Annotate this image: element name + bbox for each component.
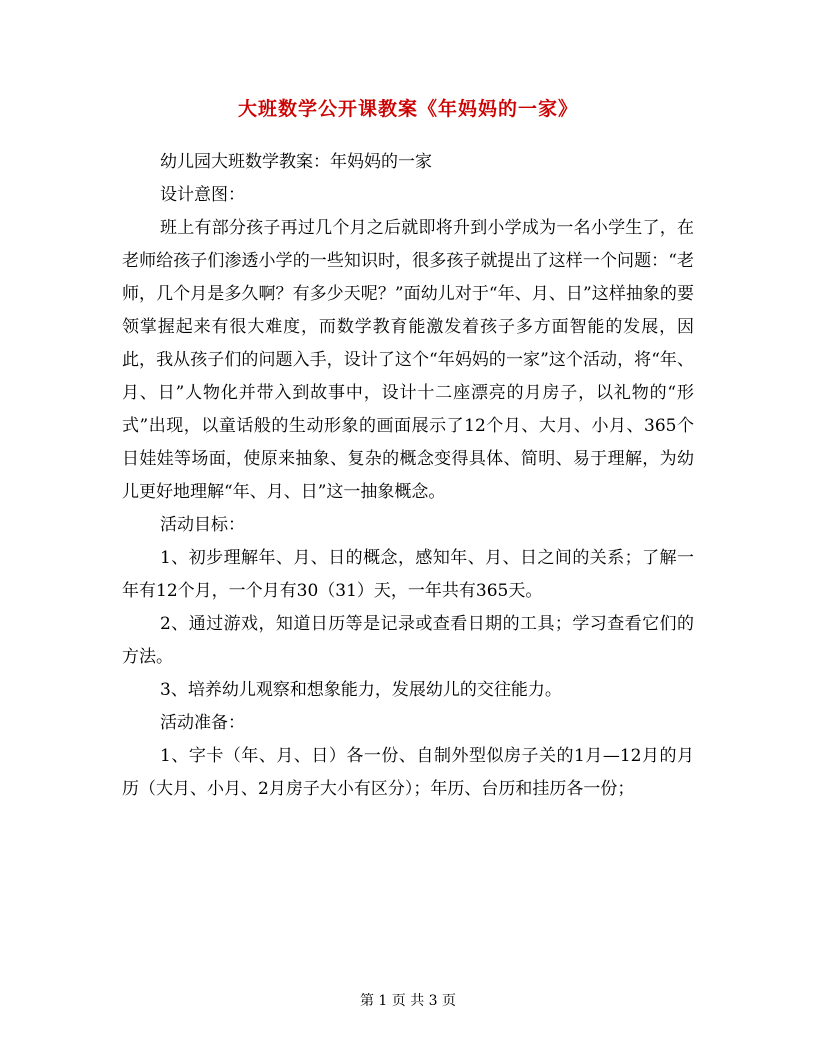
- subtitle: 幼儿园大班数学教案：年妈妈的一家: [160, 152, 432, 172]
- goal-item-3: 3、培养幼儿观察和想象能力，发展幼儿的交往能力。: [160, 680, 562, 700]
- document-body: [122, 146, 694, 806]
- goal-item-2: 2、通过游戏，知道日历等是记录或查看日期的工具；学习查看它们的方法。: [122, 614, 694, 667]
- page-number-footer: 第 1 页 共 3 页: [359, 993, 457, 1009]
- document-title: 大班数学公开课教案《年妈妈的一家》: [237, 98, 578, 120]
- design-heading: 设计意图：: [160, 185, 245, 205]
- prep-item-1: 1、字卡（年、月、日）各一份、自制外型似房子关的1月—12月的月历（大月、小月、2月房子大小有区分）；年历、台历和挂历各一份；: [122, 746, 694, 799]
- goals-heading: 活动目标：: [160, 515, 245, 535]
- design-paragraph: 班上有部分孩子再过几个月之后就即将升到小学成为一名小学生了，在老师给孩子们渗透小学的一些知识时，很多孩子就提出了这样一个问题：“老师，几个月是多久啊？有多少天呢？”面幼儿对于“年、月、日”这样抽象的要领掌握起来有很大难度，而数学教育能激发着孩子多方面智能的发展，因此，我从孩子们的问题入手，设计了这个“年妈妈的一家”这个活动，将“年、月、日”人物化并带入到故事中，设计十二座漂亮的月房子，以礼物的“形式”出现，以童话般的生动形象的画面展示了12个月、大月、小月、365个日娃娃等场面，使原来抽象、复杂的概念变得具体、简明、易于理解，为幼儿更好地理解“年、月、日”这一抽象概念。: [122, 218, 694, 502]
- goal-item-1: 1、初步理解年、月、日的概念，感知年、月、日之间的关系；了解一年有12个月，一个月有30（31）天，一年共有365天。: [122, 548, 694, 601]
- prep-heading: 活动准备：: [160, 713, 245, 733]
